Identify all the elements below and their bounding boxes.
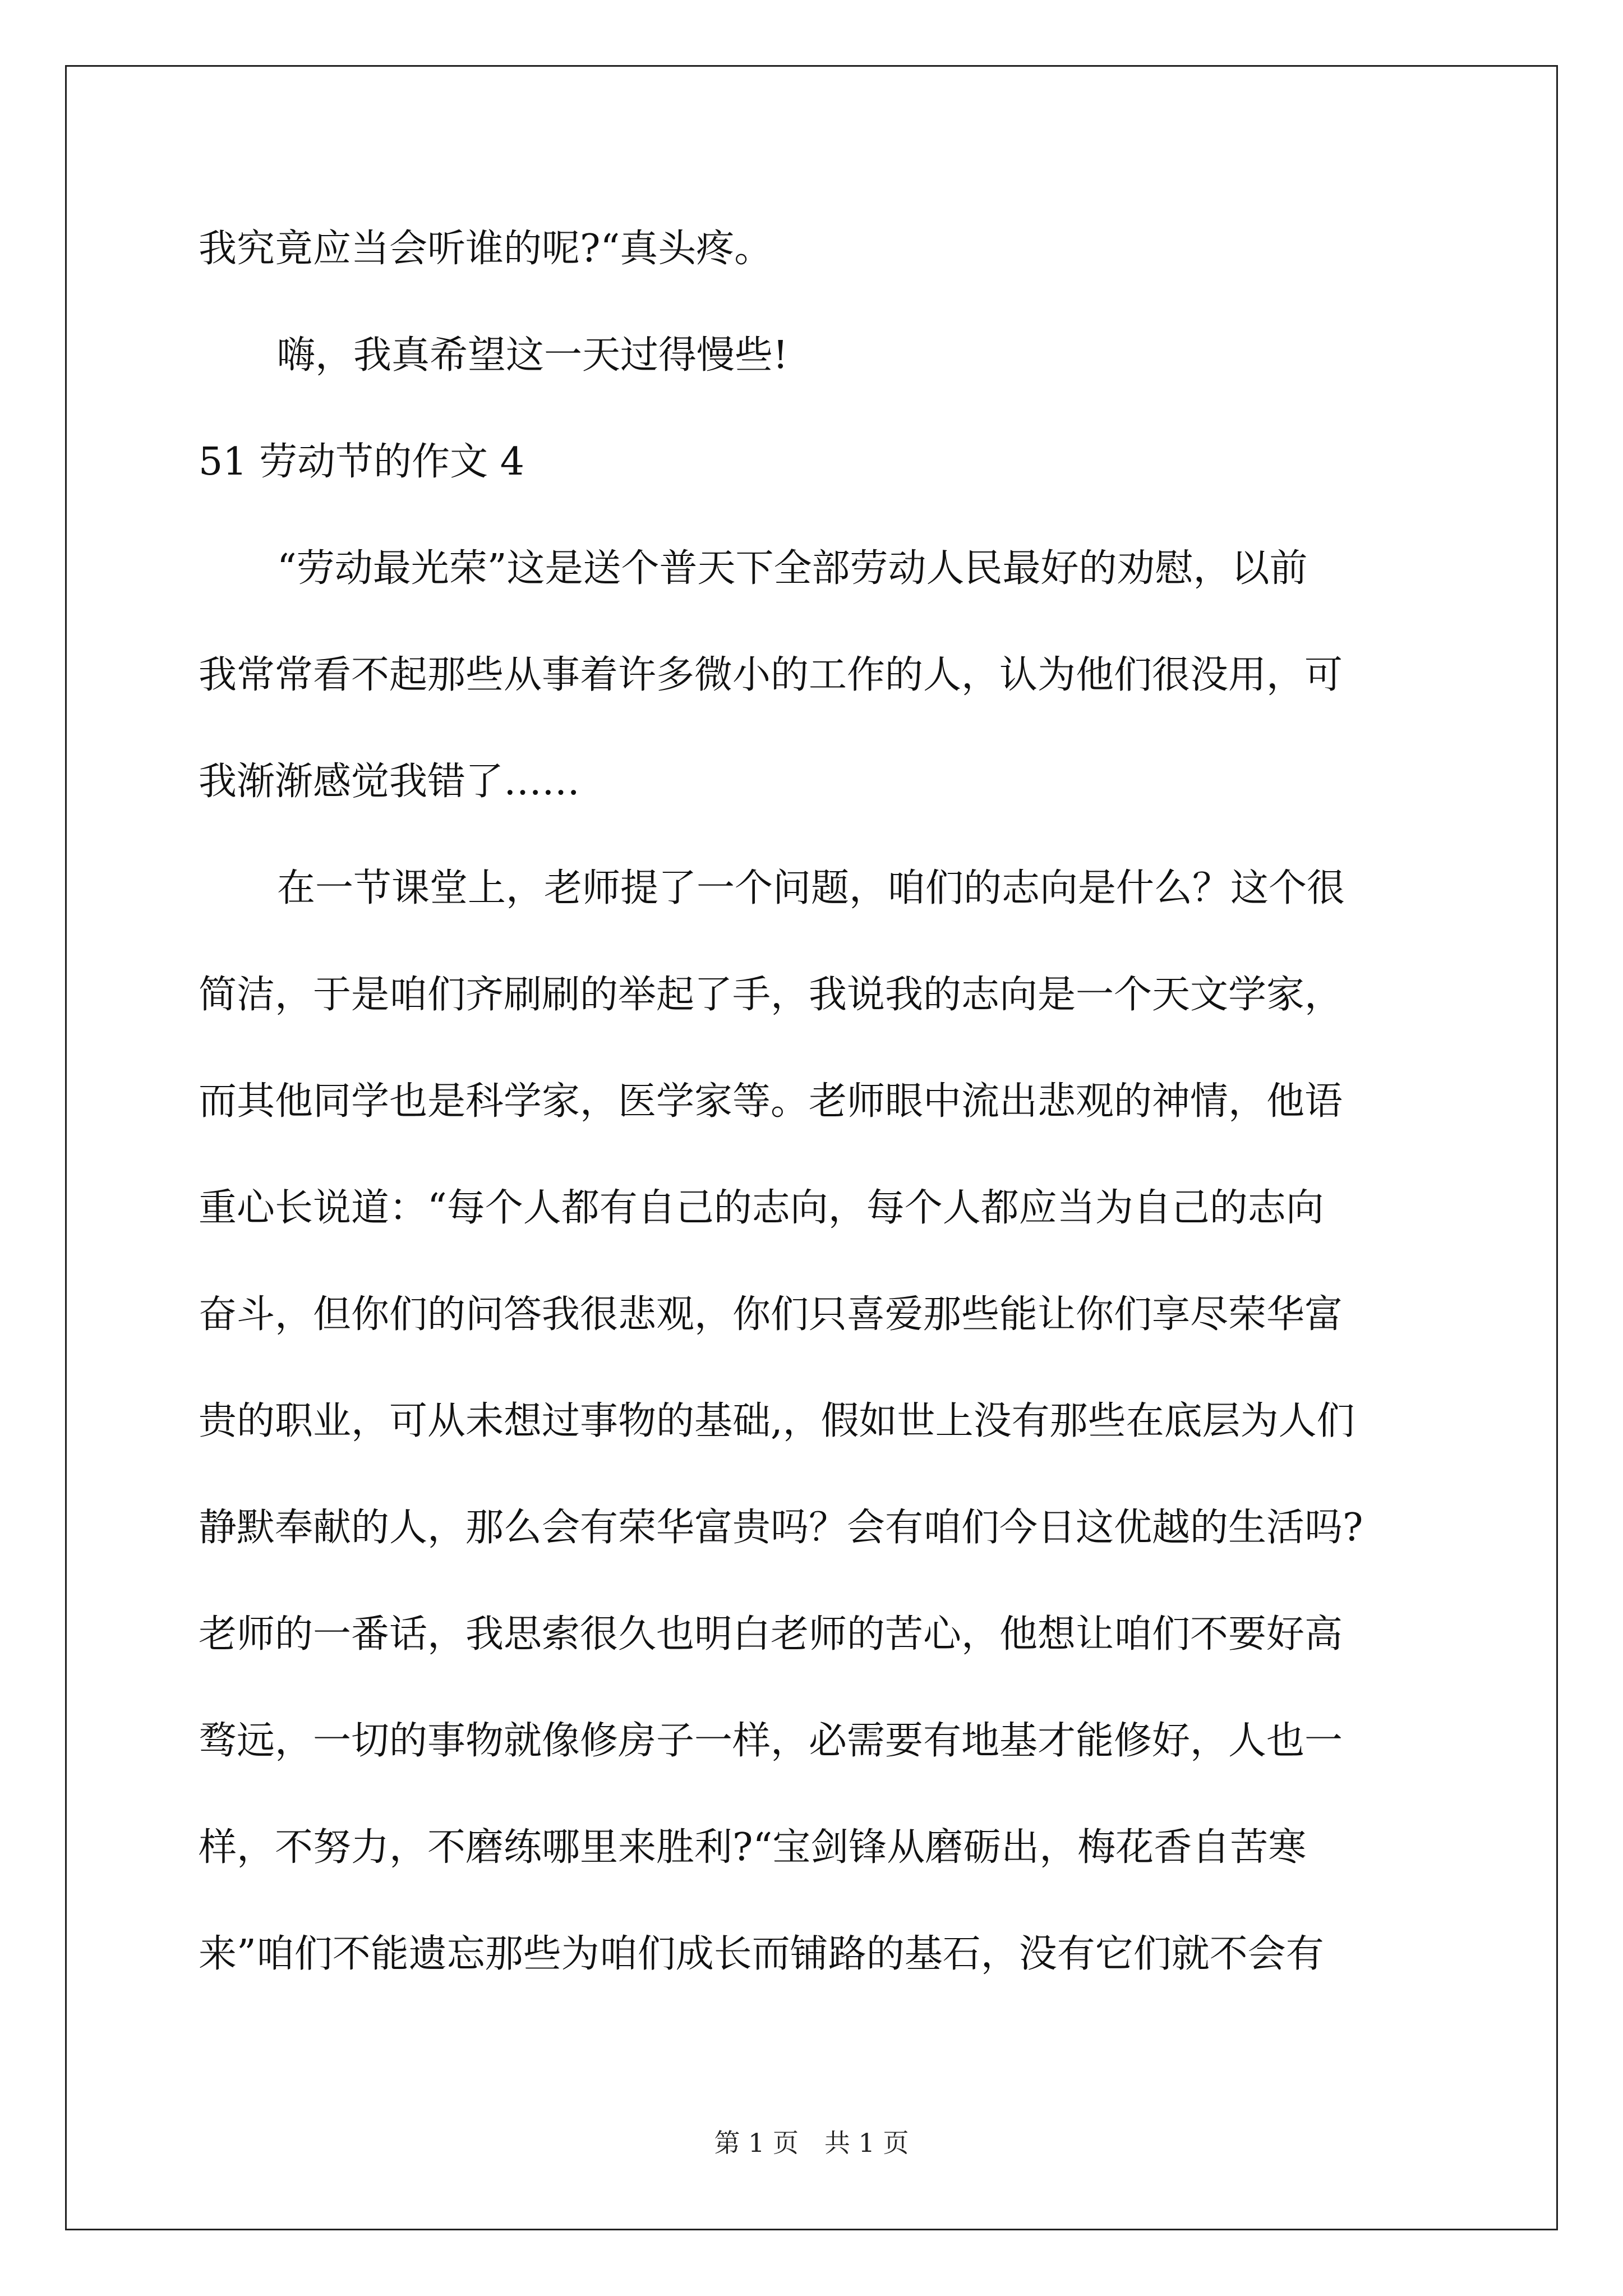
- text-line-6: 我渐渐感觉我错了……: [199, 760, 580, 804]
- text-line-4: “劳动最光荣”这是送个普天下全部劳动人民最好的劝慰，以前: [277, 546, 1308, 591]
- text-line-12: 贵的职业，可从未想过事物的基础,，假如世上没有那些在底层为人们: [199, 1399, 1355, 1443]
- text-line-16: 样，不努力，不磨练哪里来胜利?“宝剑锋从磨砺出，梅花香自苦寒: [199, 1825, 1307, 1870]
- text-line-15: 骛远，一切的事物就像修房子一样，必需要有地基才能修好，人也一: [199, 1719, 1343, 1763]
- text-line-2: 嗨，我真希望这一天过得慢些!: [277, 333, 789, 378]
- text-line-13: 静默奉献的人，那么会有荣华富贵吗？会有咱们今日这优越的生活吗?: [199, 1506, 1363, 1550]
- page-border: [65, 65, 1558, 2230]
- section-heading: 51 劳动节的作文 4: [199, 440, 525, 484]
- page-number-footer: 第 1 页 共 1 页: [714, 2128, 909, 2158]
- text-line-7: 在一节课堂上，老师提了一个问题，咱们的志向是什么？这个很: [277, 866, 1345, 910]
- text-line-5: 我常常看不起那些从事着许多微小的工作的人，认为他们很没用，可: [199, 653, 1343, 697]
- text-line-1: 我究竟应当会听谁的呢?“真头疼。: [199, 227, 773, 271]
- text-line-10: 重心长说道：“每个人都有自己的志向，每个人都应当为自己的志向: [199, 1186, 1324, 1230]
- text-line-8: 简洁，于是咱们齐刷刷的举起了手，我说我的志向是一个天文学家，: [199, 973, 1343, 1017]
- text-line-9: 而其他同学也是科学家，医学家等。老师眼中流出悲观的神情，他语: [199, 1079, 1343, 1124]
- text-line-14: 老师的一番话，我思索很久也明白老师的苦心，他想让咱们不要好高: [199, 1612, 1343, 1657]
- text-line-17: 来”咱们不能遗忘那些为咱们成长而铺路的基石，没有它们就不会有: [199, 1932, 1324, 1976]
- text-line-11: 奋斗，但你们的问答我很悲观，你们只喜爱那些能让你们享尽荣华富: [199, 1292, 1343, 1337]
